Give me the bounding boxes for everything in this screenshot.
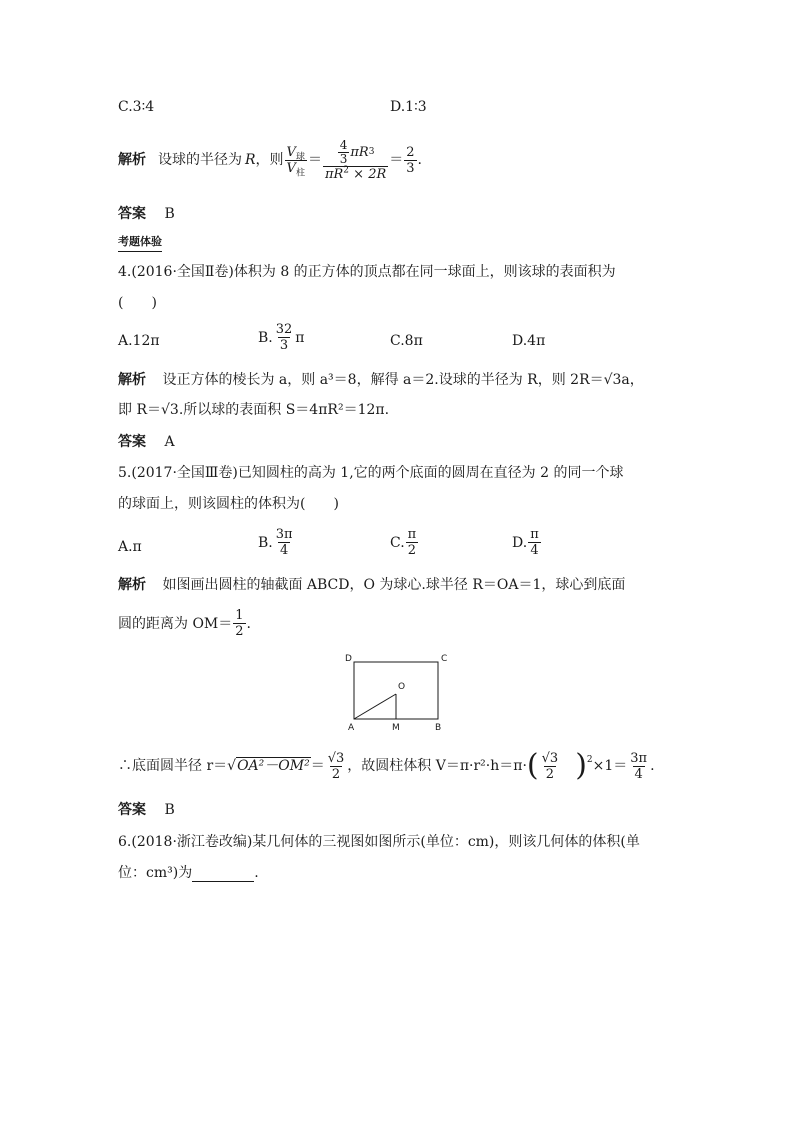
q3-option-d: D.1∶3 xyxy=(390,99,427,115)
cylinder-section-figure xyxy=(340,650,460,735)
q3-option-c: C.3∶4 xyxy=(118,99,155,115)
q5-answer xyxy=(118,801,175,819)
q5-option-d-prefix: D. xyxy=(512,534,528,551)
q3-answer-value: B xyxy=(164,206,175,222)
q5-calc-mid: ，故圆柱体积 V＝π·r²·h＝π· xyxy=(347,758,527,774)
q5-option-b-prefix: B. xyxy=(258,534,273,551)
q4-option-d: D.4π xyxy=(512,333,546,349)
q5-volume-den: 2 xyxy=(545,766,555,782)
q5-option-c-den: 2 xyxy=(407,543,417,558)
q5-radius-sqrt: √OA²－OM² xyxy=(227,758,310,774)
q5-option-d-num: π xyxy=(530,527,539,542)
q5-solution-text1: 如图画出圆柱的轴截面 ABCD，O 为球心.球半径 R＝OA＝1，球心到底面 xyxy=(162,577,626,593)
q5-solution-line2 xyxy=(118,608,251,639)
label-d: D xyxy=(345,654,352,664)
q3-var-r: R xyxy=(245,152,256,168)
q5-option-c-fraction xyxy=(406,527,419,558)
q5-solution-label: 解析 xyxy=(118,577,146,593)
q5-answer-label: 答案 xyxy=(118,802,146,818)
q5-option-b xyxy=(258,527,296,558)
q4-option-a: A.12π xyxy=(118,333,160,349)
q4-solution-text1: 设正方体的棱长为 a，则 a³＝8，解得 a＝2.设球的半径为 R，则 2R＝√3a， xyxy=(162,372,644,388)
q4-solution-label: 解析 xyxy=(118,372,146,388)
q5-answer-value: B xyxy=(164,802,175,818)
q3-equals: ＝ xyxy=(307,152,322,168)
q5-om-fraction xyxy=(233,608,245,639)
q4-solution-line2: 即 R＝√3.所以球的表面积 S＝4πR²＝12π. xyxy=(118,402,390,418)
q5-volume-num: √3 xyxy=(541,750,559,766)
q4-option-b-den: 3 xyxy=(279,338,289,353)
q4-option-b xyxy=(258,322,305,353)
q4-option-b-prefix: B. xyxy=(258,329,273,346)
q3-exp2: 2 xyxy=(343,165,350,176)
q3-then: ，则 xyxy=(255,152,284,168)
q3-v-ball: V xyxy=(286,144,296,160)
q3-solution xyxy=(118,130,422,190)
q4-option-b-fraction xyxy=(274,322,295,353)
q3-v-col: V xyxy=(286,160,296,176)
q3-equals-2: ＝ xyxy=(389,152,404,168)
q5-option-c-prefix: C. xyxy=(390,534,405,551)
label-o: O xyxy=(398,682,406,692)
q3-four: 4 xyxy=(339,137,348,152)
q4-option-b-suffix: π xyxy=(295,329,305,346)
label-m: M xyxy=(392,723,400,733)
q4-solution-line1 xyxy=(118,371,644,389)
label-b: B xyxy=(435,723,442,733)
q3-answer xyxy=(118,205,175,223)
q5-stem-line2: 的球面上，则该圆柱的体积为( ) xyxy=(118,496,339,512)
q5-option-d-fraction xyxy=(528,527,541,558)
q5-calc-prefix: ∴底面圆半径 r＝ xyxy=(118,758,228,774)
q6-stem-line2 xyxy=(118,864,259,882)
q3-result-fraction xyxy=(404,145,416,176)
q5-om-num: 1 xyxy=(235,608,244,623)
q3-three: 3 xyxy=(339,151,348,166)
q6-stem-suffix: . xyxy=(254,865,259,881)
q3-dot: . xyxy=(417,152,422,168)
q4-stem-line1: 4.(2016·全国Ⅱ卷)体积为 8 的正方体的顶点都在同一球面上，则该球的表面积为 xyxy=(118,264,616,280)
q5-option-c-num: π xyxy=(407,527,417,542)
left-paren: ( xyxy=(526,748,539,783)
q5-result-den: 4 xyxy=(634,766,643,782)
q5-option-b-fraction xyxy=(274,527,295,558)
q5-option-d-den: 4 xyxy=(530,543,539,558)
q3-four-thirds xyxy=(338,139,350,166)
q5-volume-result xyxy=(628,751,649,782)
q3-solution-label: 解析 xyxy=(118,152,146,168)
q3-times-2r: × 2R xyxy=(349,166,387,182)
q5-stem-line1: 5.(2017·全国Ⅲ卷)已知圆柱的高为 1,它的两个底面的圆周在直径为 2 的同一个球 xyxy=(118,465,624,481)
q5-calc-eq: ＝ xyxy=(310,758,325,774)
q5-volume-inner-fraction xyxy=(540,751,561,782)
q4-option-c: C.8π xyxy=(390,333,423,349)
q6-stem-prefix: 位：cm³)为 xyxy=(118,865,193,881)
q4-option-b-num: 32 xyxy=(275,322,293,337)
q5-result-num: 3π xyxy=(630,750,648,766)
q3-den-pir: πR xyxy=(324,166,344,182)
q5-option-b-num: 3π xyxy=(275,527,293,542)
answer-blank[interactable] xyxy=(192,867,254,882)
label-c: C xyxy=(441,654,448,664)
q3-solution-text: 设球的半径为 xyxy=(158,152,242,168)
q5-option-c xyxy=(390,527,419,558)
q5-radius-radicand: OA²－OM² xyxy=(237,758,310,774)
q6-stem-line1: 6.(2018·浙江卷改编)某几何体的三视图如图所示(单位：cm)，则该几何体的体积(单 xyxy=(118,834,640,850)
q5-radius-den: 2 xyxy=(331,766,341,782)
q5-om-den: 2 xyxy=(235,624,244,639)
q5-option-b-den: 4 xyxy=(280,543,289,558)
q3-sub-ball: 球 xyxy=(295,152,305,163)
section-tag: 考题体验 xyxy=(118,233,162,252)
q4-answer xyxy=(118,433,175,451)
q3-two: 2 xyxy=(406,144,415,160)
q5-option-d xyxy=(512,527,542,558)
q3-answer-label: 答案 xyxy=(118,206,146,222)
label-a: A xyxy=(348,723,355,733)
q5-calc-end: . xyxy=(650,758,655,774)
q5-radius-num: √3 xyxy=(327,750,345,766)
right-paren: ) xyxy=(575,748,587,783)
q5-calculation: ∴底面圆半径 r＝ √OA²－OM² ＝ $\frac{√3}{2}$ ，故圆柱体积 V＝π·r²·h＝π· ( $\frac{√3}{2}$ ) $^2$ ×1＝ $\frac{3\pi}{4}$ . xyxy=(118,748,655,783)
q4-answer-value: A xyxy=(164,434,175,450)
q3-volume-fraction: $\frac{4}{3}$ πR 3 $\pi R^2 \times 2R$ xyxy=(324,137,387,182)
q3-three-2: 3 xyxy=(406,160,415,176)
q3-ratio-fraction xyxy=(285,144,307,179)
segment-oa xyxy=(354,694,396,719)
q5-solution-line1 xyxy=(118,576,625,594)
q5-radius-fraction xyxy=(326,751,347,782)
q4-stem-line2: ( ) xyxy=(118,295,157,311)
q4-answer-label: 答案 xyxy=(118,434,146,450)
q3-pi-r: πR xyxy=(350,144,369,160)
q5-solution-text2: 圆的距离为 OM＝ xyxy=(118,615,233,632)
q5-option-a: A.π xyxy=(118,539,142,555)
q5-calc-times: ×1＝ xyxy=(592,758,628,774)
q5-om-suffix: . xyxy=(246,615,251,632)
q3-sub-col: 柱 xyxy=(295,168,305,179)
